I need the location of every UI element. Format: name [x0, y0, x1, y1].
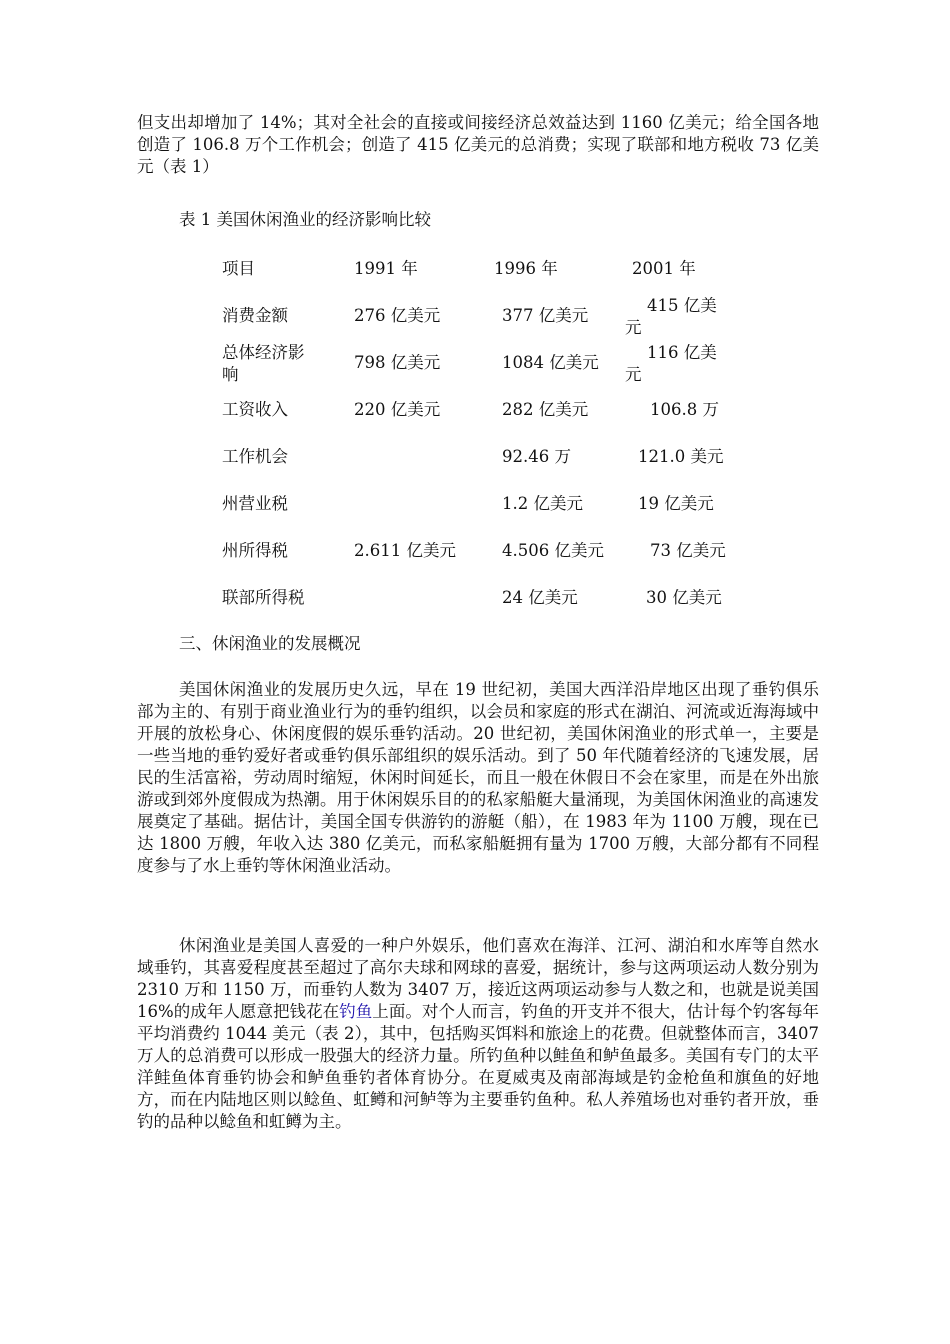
table-cell: 377 亿美元 — [502, 306, 589, 325]
economic-impact-table — [222, 250, 782, 626]
table-cell: 220 亿美元 — [354, 400, 441, 419]
table-header-cell: 项目 — [222, 259, 255, 278]
table-row — [222, 344, 782, 391]
table-cell: 282 亿美元 — [502, 400, 589, 419]
fishing-link[interactable]: 钓鱼 — [339, 1002, 373, 1021]
table-cell: 116 亿美元 — [625, 343, 717, 384]
table-cell: 121.0 美元 — [638, 447, 724, 466]
section-heading: 三、休闲渔业的发展概况 — [179, 634, 361, 653]
table-cell: 276 亿美元 — [354, 306, 441, 325]
table-cell: 92.46 万 — [502, 447, 571, 466]
table-cell: 73 亿美元 — [650, 541, 726, 560]
table-header-cell: 2001 年 — [632, 259, 696, 278]
development-paragraph: 美国休闲渔业的发展历史久远，早在 19 世纪初，美国大西洋沿岸地区出现了垂钓俱乐部为主的、有别于商业渔业行为的垂钓组织，以会员和家庭的形式在湖泊、河流或近海海域中开展的放松身心、休闲度假的娱乐垂钓活动。20 世纪初，美国休闲渔业的形式单一，主要是一些当地的垂钓爱好者或垂钓俱乐部组织的娱乐活动。到了 50 年代随着经济的飞速发展，居民的生活富裕，劳动周时缩短，休闲时间延长，而且一般在休假日不会在家里，而是在外出旅游或到郊外度假成为热潮。用于休闲娱乐目的的私家船艇大量涌现，为美国休闲渔业的高速发展奠定了基础。据估计，美国全国专供游钓的游艇（船），在 1983 年为 1100 万艘，现在已达 1800 万艘，年收入达 380 亿美元，而私家船艇拥有量为 1700 万艘，大部分都有不同程度参与了水上垂钓等休闲渔业活动。 — [137, 680, 819, 875]
table-cell: 798 亿美元 — [354, 353, 441, 372]
popularity-paragraph — [137, 935, 819, 1133]
paragraph-text: 上面。对个人而言，钓鱼的开支并不很大，估计每个钓客每年平均消费约 1044 美元（表 2），其中，包括购买饵料和旅途上的花费。但就整体而言，3407 万人的总消费可以形成一股强大的经济力量。所钓鱼种以鲑鱼和鲈鱼最多。美国有专门的太平洋鲑鱼体育垂钓协会和鲈鱼垂钓者体育协分。在夏威夷及南部海域是钓金枪鱼和旗鱼的好地方，而在内陆地区则以鲶鱼、虹鳟和河鲈等为主要垂钓鱼种。私人养殖场也对垂钓者开放，垂钓的品种以鲶鱼和虹鳟为主。 — [137, 1002, 819, 1131]
table-row — [222, 438, 782, 485]
table-cell: 州营业税 — [222, 494, 288, 513]
table-row — [222, 532, 782, 579]
table-row — [222, 391, 782, 438]
table-row — [222, 579, 782, 626]
table-cell: 联部所得税 — [222, 588, 305, 607]
table-cell: 1.2 亿美元 — [502, 494, 583, 513]
table-caption: 表 1 美国休闲渔业的经济影响比较 — [179, 210, 431, 229]
table-cell: 州所得税 — [222, 541, 288, 560]
paragraph-text: 休闲渔业是美国人喜爱的一种户外娱乐，他们喜欢在海洋、江河、湖泊和水库等自然水域垂钓，其喜爱程度甚至超过了高尔夫球和网球的喜爱，据统计，参与这两项运动人数分别为 2310 万和 1150 万，而垂钓人数为 3407 万，接近这两项运动参与人数之和，也就是说美国 16%的成年人愿意把钱花在 — [137, 936, 819, 1021]
table-cell: 消费金额 — [222, 306, 288, 325]
table-header-cell: 1991 年 — [354, 259, 418, 278]
table-row — [222, 297, 782, 344]
table-cell: 106.8 万 — [650, 400, 719, 419]
table-cell: 工资收入 — [222, 400, 288, 419]
table-cell: 2.611 亿美元 — [354, 541, 456, 560]
table-cell: 1084 亿美元 — [502, 353, 599, 372]
table-header-cell: 1996 年 — [494, 259, 558, 278]
table-cell: 415 亿美元 — [625, 296, 717, 337]
table-cell: 19 亿美元 — [638, 494, 714, 513]
intro-paragraph: 但支出却增加了 14%；其对全社会的直接或间接经济总效益达到 1160 亿美元；给全国各地创造了 106.8 万个工作机会；创造了 415 亿美元的总消费；实现了联部和地方税收 73 亿美元（表 1） — [137, 113, 819, 176]
table-row — [222, 485, 782, 532]
table-cell: 4.506 亿美元 — [502, 541, 604, 560]
table-header-row — [222, 250, 782, 297]
table-cell: 总体经济影响 — [222, 343, 305, 384]
table-cell: 工作机会 — [222, 447, 288, 466]
table-cell: 30 亿美元 — [646, 588, 722, 607]
table-cell: 24 亿美元 — [502, 588, 578, 607]
